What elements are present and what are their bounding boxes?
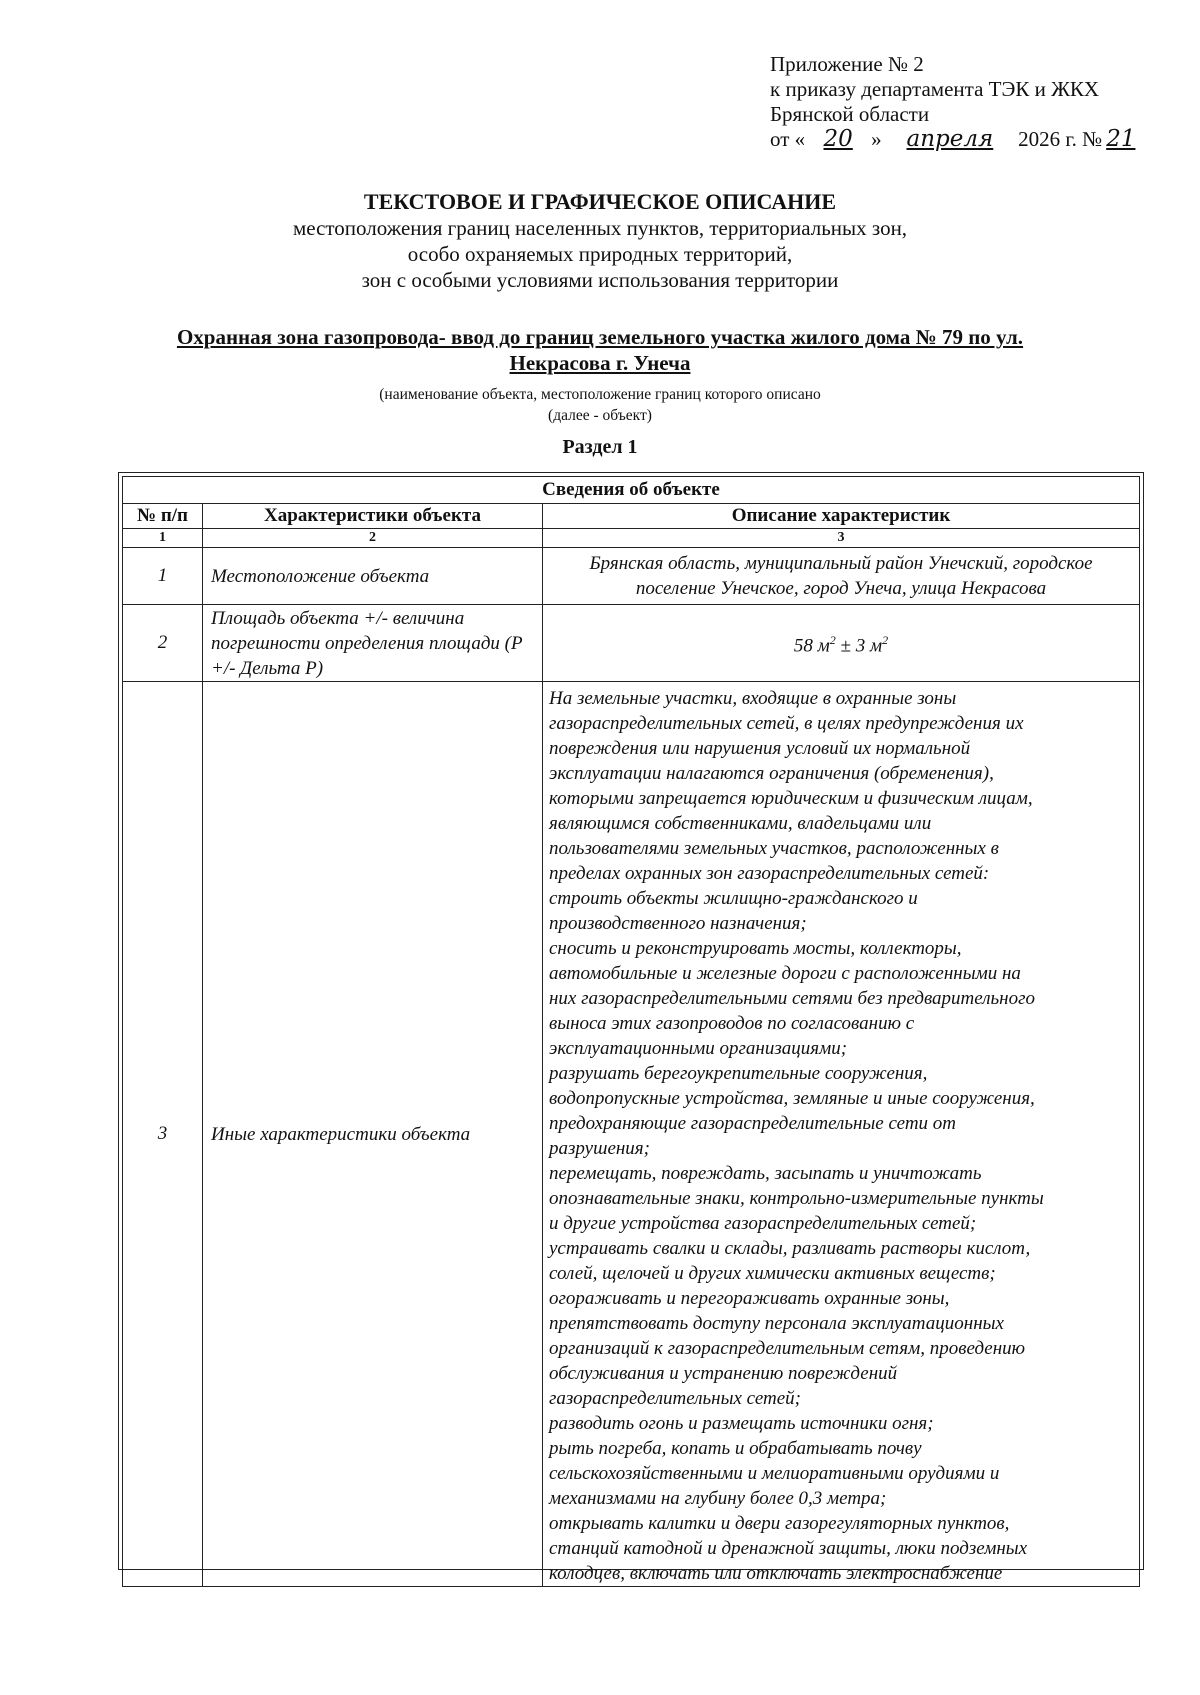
restriction-line: станций катодной и дренажной защиты, люки подземных	[549, 1538, 1028, 1559]
restriction-line: производственного назначения;	[549, 913, 807, 934]
restriction-line: строить объекты жилищно-гражданского и	[549, 888, 918, 909]
handwritten-day: 20	[823, 126, 853, 152]
date-mid: »	[871, 127, 882, 151]
area-unit-sup: 2	[829, 632, 836, 647]
header-description: Описание характеристик	[543, 504, 1140, 529]
restriction-line: газораспределительных сетей, в целях предупреждения их	[549, 713, 1024, 734]
appendix-date-line	[770, 127, 1139, 152]
restriction-line: предохраняющие газораспределительные сети от	[549, 1113, 957, 1134]
row-number: 2	[123, 605, 203, 682]
restriction-line: устраивать свалки и склады, разливать растворы кислот,	[549, 1238, 1031, 1259]
column-number-2: 2	[203, 529, 543, 548]
restriction-line: сносить и реконструировать мосты, коллекторы,	[549, 938, 962, 959]
area-tolerance-sup: 2	[882, 632, 889, 647]
restriction-line: пользователями земельных участков, расположенных в	[549, 838, 999, 859]
handwritten-number: 21	[1106, 126, 1136, 152]
document-title-block	[0, 188, 1200, 293]
table-row	[123, 605, 1140, 682]
subtitle-line-2: особо охраняемых природных территорий,	[407, 242, 793, 266]
restriction-line: эксплуатации налагаются ограничения (обременения),	[549, 763, 994, 784]
table-row	[123, 548, 1140, 605]
restriction-line: солей, щелочей и других химически активных веществ;	[549, 1263, 996, 1284]
handwritten-month: апреля	[906, 126, 994, 152]
object-name: Охранная зона газопровода- ввод до границ земельного участка жилого дома № 79 по ул. Некрасова г. Унеча	[176, 325, 1024, 375]
row-characteristic: Местоположение объекта	[203, 548, 543, 605]
restriction-line: них газораспределительными сетями без предварительного	[549, 988, 1036, 1009]
subtitle-line-3: зон с особыми условиями использования территории	[361, 268, 839, 292]
restriction-line: перемещать, повреждать, засыпать и уничтожать	[549, 1163, 982, 1184]
restriction-line: выноса этих газопроводов по согласованию с	[549, 1013, 915, 1034]
restriction-line: препятствовать доступу персонала эксплуатационных	[549, 1313, 1004, 1334]
appendix-line-3: Брянской области	[770, 102, 930, 126]
restriction-line: которыми запрещается юридическим и физическим лицам,	[549, 788, 1033, 809]
table-caption-row	[123, 477, 1140, 504]
restriction-line: автомобильные и железные дороги с расположенными на	[549, 963, 1021, 984]
restriction-line: организаций к газораспределительным сетям, проведению	[549, 1338, 1026, 1359]
restriction-line: обслуживания и устранению повреждений	[549, 1363, 898, 1384]
row-number: 1	[123, 548, 203, 605]
restriction-line: эксплуатационными организациями;	[549, 1038, 848, 1059]
appendix-header	[770, 52, 1139, 152]
row-characteristic: Площадь объекта +/- величина погрешности определения площади (P +/- Дельта P)	[203, 605, 543, 682]
header-num: № п/п	[123, 504, 203, 529]
date-prefix: от «	[770, 127, 806, 151]
appendix-line-2: к приказу департамента ТЭК и ЖКХ	[770, 77, 1100, 101]
restriction-line: водопропускные устройства, земляные и иные сооружения,	[549, 1088, 1035, 1109]
column-number-3: 3	[543, 529, 1140, 548]
object-note-line-1: (наименование объекта, местоположение границ которого описано	[379, 386, 821, 403]
restriction-line: рыть погреба, копать и обрабатывать почву	[549, 1438, 922, 1459]
header-characteristic: Характеристики объекта	[203, 504, 543, 529]
row-description-restrictions	[543, 682, 1140, 1587]
row-characteristic: Иные характеристики объекта	[203, 682, 543, 1587]
object-note	[0, 384, 1200, 426]
restriction-line: колодцев, включать или отключать электроснабжение	[549, 1563, 1003, 1584]
restriction-line: разрушения;	[549, 1138, 650, 1159]
restriction-line: и другие устройства газораспределительных сетей;	[549, 1213, 977, 1234]
subtitle-line-1: местоположения границ населенных пунктов, территориальных зон,	[292, 216, 908, 240]
restriction-line: повреждения или нарушения условий их нормальной	[549, 738, 971, 759]
area-value: 58 м	[793, 635, 830, 657]
restriction-line: сельскохозяйственными и мелиоративными орудиями и	[549, 1463, 1000, 1484]
restriction-line: На земельные участки, входящие в охранные зоны	[549, 688, 957, 709]
document-title: ТЕКСТОВОЕ И ГРАФИЧЕСКОЕ ОПИСАНИЕ	[363, 189, 837, 214]
restriction-line: огораживать и перегораживать охранные зоны,	[549, 1288, 950, 1309]
restriction-line: пределах охранных зон газораспределительных сетей:	[549, 863, 990, 884]
table-row	[123, 682, 1140, 1587]
row-area-value	[543, 605, 1140, 682]
restriction-line: опознавательные знаки, контрольно-измерительные пункты	[549, 1188, 1044, 1209]
row-number: 3	[123, 682, 203, 1587]
restriction-line: разрушать берегоукрепительные сооружения,	[549, 1063, 928, 1084]
date-year: 2026 г. №	[1018, 127, 1103, 151]
column-number-row	[123, 529, 1140, 548]
restriction-line: являющимся собственниками, владельцами или	[549, 813, 932, 834]
object-info-table-frame	[118, 472, 1144, 1584]
object-note-line-2: (далее - объект)	[548, 407, 652, 424]
object-info-table	[122, 476, 1140, 1587]
column-number-1: 1	[123, 529, 203, 548]
row-description: Брянская область, муниципальный район Унечский, городское поселение Унечское, город Унеча, улица Некрасова	[543, 548, 1140, 605]
table-header-row	[123, 504, 1140, 529]
area-tolerance: ± 3 м	[835, 635, 883, 657]
restriction-line: открывать калитки и двери газорегуляторных пунктов,	[549, 1513, 1010, 1534]
restriction-line: механизмами на глубину более 0,3 метра;	[549, 1488, 887, 1509]
restriction-line: газораспределительных сетей;	[549, 1388, 801, 1409]
section-heading: Раздел 1	[562, 436, 638, 458]
appendix-line-1: Приложение № 2	[770, 52, 924, 76]
table-caption: Сведения об объекте	[123, 477, 1140, 504]
restriction-line: разводить огонь и размещать источники огня;	[549, 1413, 934, 1434]
